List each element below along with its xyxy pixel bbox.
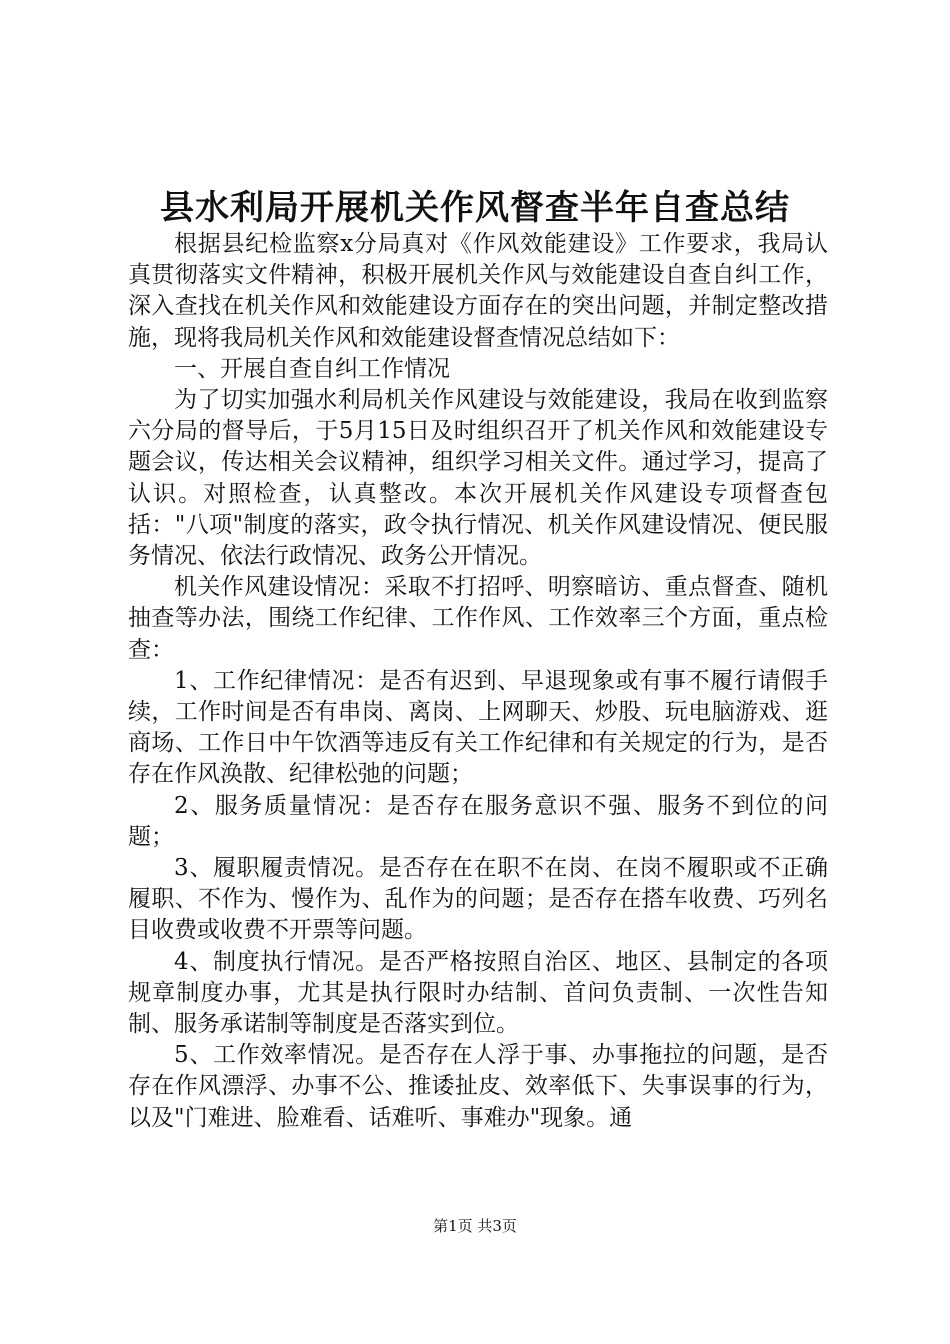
section-heading: 一、开展自查自纠工作情况 [174,355,450,382]
document-title: 县水利局开展机关作风督查半年自查总结 [160,188,790,228]
body-paragraph: 为了切实加强水利局机关作风建设与效能建设，我局在收到监察六分局的督导后，于5月15日及时组织召开了机关作风和效能建设专题会议，传达相关会议精神，组织学习相关文件。通过学习，提高了认识。对照检查，认真整改。本次开展机关作风建设专项督查包括："八项"制度的落实，政令执行情况、机关作风建设情况、便民服务情况、依法行政情况、政务公开情况。 [128,387,828,570]
document-body [128,229,828,1134]
list-item: 5、工作效率情况。是否存在人浮于事、办事拖拉的问题，是否存在作风漂浮、办事不公、推诿扯皮、效率低下、失事误事的行为，以及"门难进、脸难看、话难听、事难办"现象。通 [128,1042,828,1131]
list-item: 4、制度执行情况。是否严格按照自治区、地区、县制定的各项规章制度办事，尤其是执行限时办结制、首问负责制、一次性告知制、服务承诺制等制度是否落实到位。 [128,948,828,1038]
body-paragraph: 机关作风建设情况：采取不打招呼、明察暗访、重点督查、随机抽查等办法，围绕工作纪律、工作作风、工作效率三个方面，重点检查： [128,574,828,663]
intro-paragraph: 根据县纪检监察x分局真对《作风效能建设》工作要求，我局认真贯彻落实文件精神，积极开展机关作风与效能建设自查自纠工作，深入查找在机关作风和效能建设方面存在的突出问题，并制定整改措施，现将我局机关作风和效能建设督查情况总结如下： [128,231,828,351]
list-item: 3、履职履责情况。是否存在在职不在岗、在岗不履职或不正确履职、不作为、慢作为、乱作为的问题；是否存在搭车收费、巧列名目收费或收费不开票等问题。 [128,855,828,944]
list-item: 1、工作纪律情况：是否有迟到、早退现象或有事不履行请假手续，工作时间是否有串岗、离岗、上网聊天、炒股、玩电脑游戏、逛商场、工作日中午饮酒等违反有关工作纪律和有关规定的行为，是否存在作风涣散、纪律松弛的问题； [128,667,828,788]
list-item: 2、服务质量情况：是否存在服务意识不强、服务不到位的问题； [128,792,828,850]
page-number-footer: 第1页 共3页 [433,1217,517,1235]
